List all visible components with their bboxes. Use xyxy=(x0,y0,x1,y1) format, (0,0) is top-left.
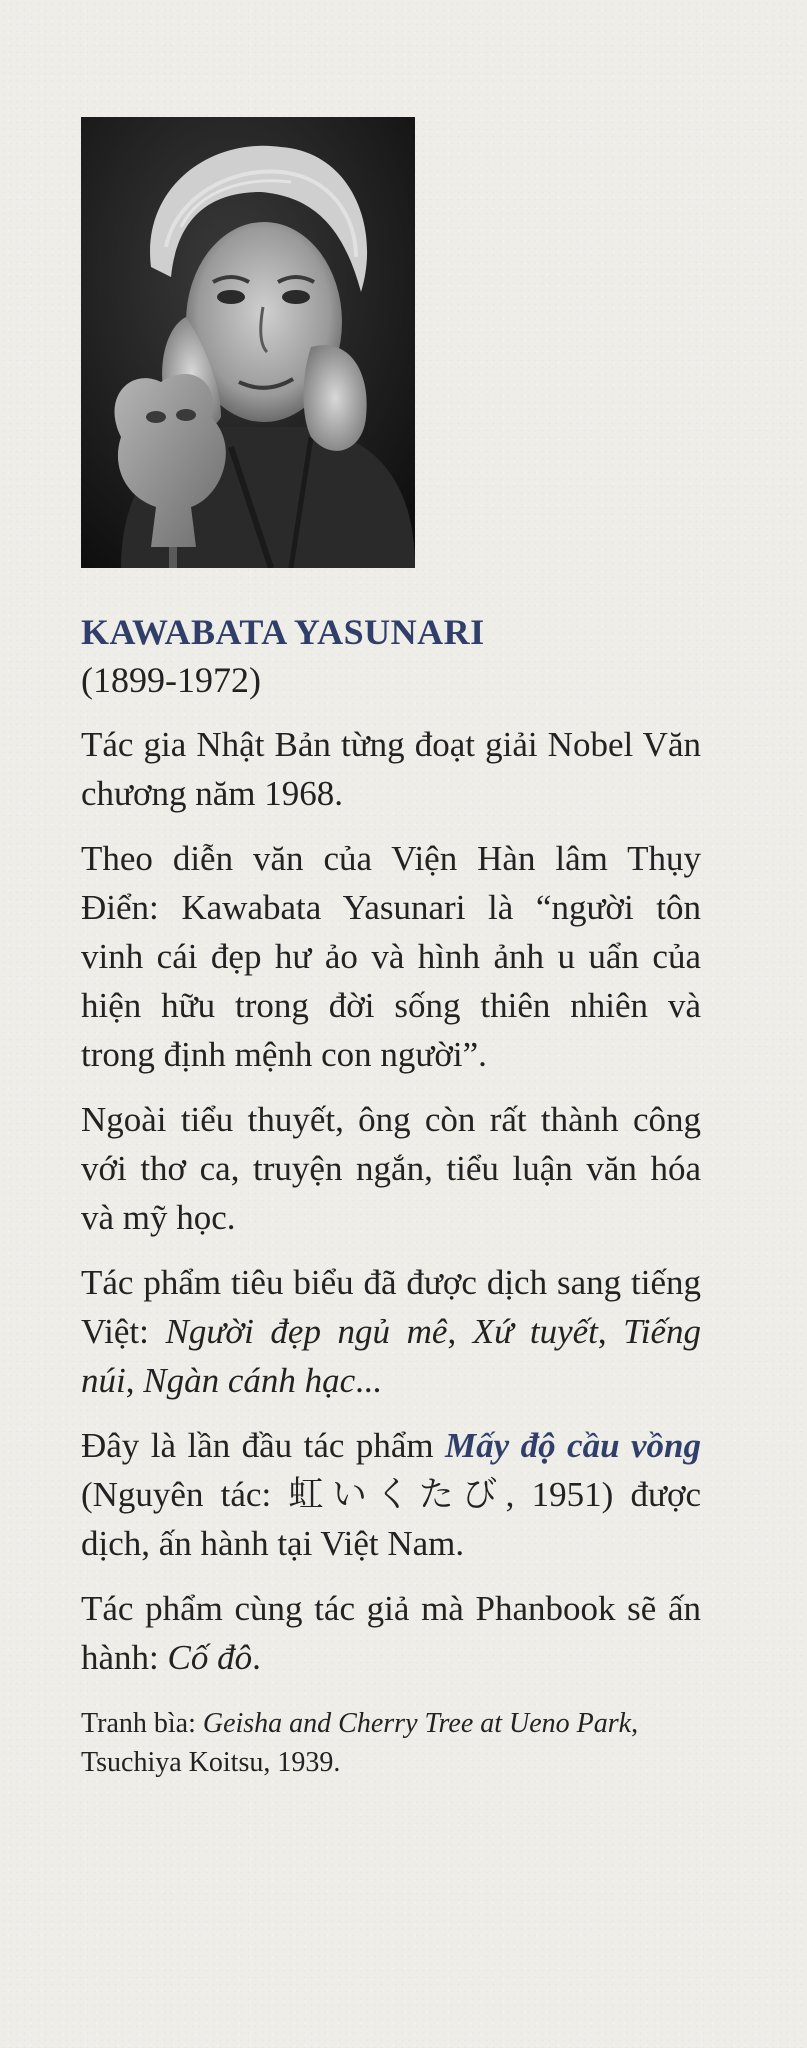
work-title-ngan-canh-hac: Ngàn cánh hạc xyxy=(143,1361,356,1400)
translated-works-lead: Tác phẩm tiêu biểu đã được dịch sang tiếng Việt: xyxy=(81,1263,701,1351)
upcoming-lead: Tác phẩm cùng tác giả mà Phanbook sẽ ấn hành: xyxy=(81,1589,701,1677)
work-title-tieng-nui: Tiếng núi xyxy=(81,1312,701,1400)
featured-book-title: Mấy độ cầu vồng xyxy=(445,1426,701,1465)
credit-artist: , Tsuchiya Koitsu, 1939. xyxy=(81,1708,639,1778)
work-title-xu-tuyet: Xứ tuyết xyxy=(472,1312,598,1351)
cover-art-credit xyxy=(81,1704,701,1782)
bio-paragraph-translated-works xyxy=(81,1258,701,1405)
author-portrait-illustration xyxy=(81,117,415,568)
first-publication-lead: Đây là lần đầu tác phẩm xyxy=(81,1426,446,1465)
bio-paragraph-nobel: Tác gia Nhật Bản từng đoạt giải Nobel Văn chương năm 1968. xyxy=(81,725,701,813)
ellipsis: ... xyxy=(355,1361,382,1400)
credit-artwork-title: Geisha and Cherry Tree at Ueno Park xyxy=(202,1708,632,1739)
bio-paragraph-first-publication xyxy=(81,1421,701,1568)
separator: , xyxy=(125,1361,144,1400)
bio-paragraph-academy-quote: Theo diễn văn của Viện Hàn lâm Thụy Điển: Kawabata Yasunari là “người tôn vinh cái đẹp hư ảo và hình ảnh u uẩn của hiện hữu trong đời sống thiên nhiên và trong định mệnh con người”. xyxy=(81,839,701,1074)
bio-paragraph-upcoming xyxy=(81,1584,701,1682)
bio-paragraph-genres: Ngoài tiểu thuyết, ông còn rất thành công với thơ ca, truyện ngắn, tiểu luận văn hóa và mỹ học. xyxy=(81,1100,701,1237)
separator: , xyxy=(597,1312,624,1351)
credit-label: Tranh bìa: xyxy=(81,1708,203,1739)
work-title-co-do: Cố đô xyxy=(167,1638,253,1677)
author-years: (1899-1972) xyxy=(81,660,261,700)
author-portrait-photo xyxy=(81,117,415,568)
author-bio xyxy=(81,608,701,1782)
first-publication-details: (Nguyên tác: 虹いくたび, 1951) được dịch, ấn hành tại Việt Nam. xyxy=(81,1475,701,1563)
author-name: KAWABATA YASUNARI xyxy=(81,612,485,652)
work-title-nguoi-dep-ngu-me: Người đẹp ngủ mê xyxy=(165,1312,448,1351)
period: . xyxy=(252,1638,261,1677)
separator: , xyxy=(447,1312,473,1351)
